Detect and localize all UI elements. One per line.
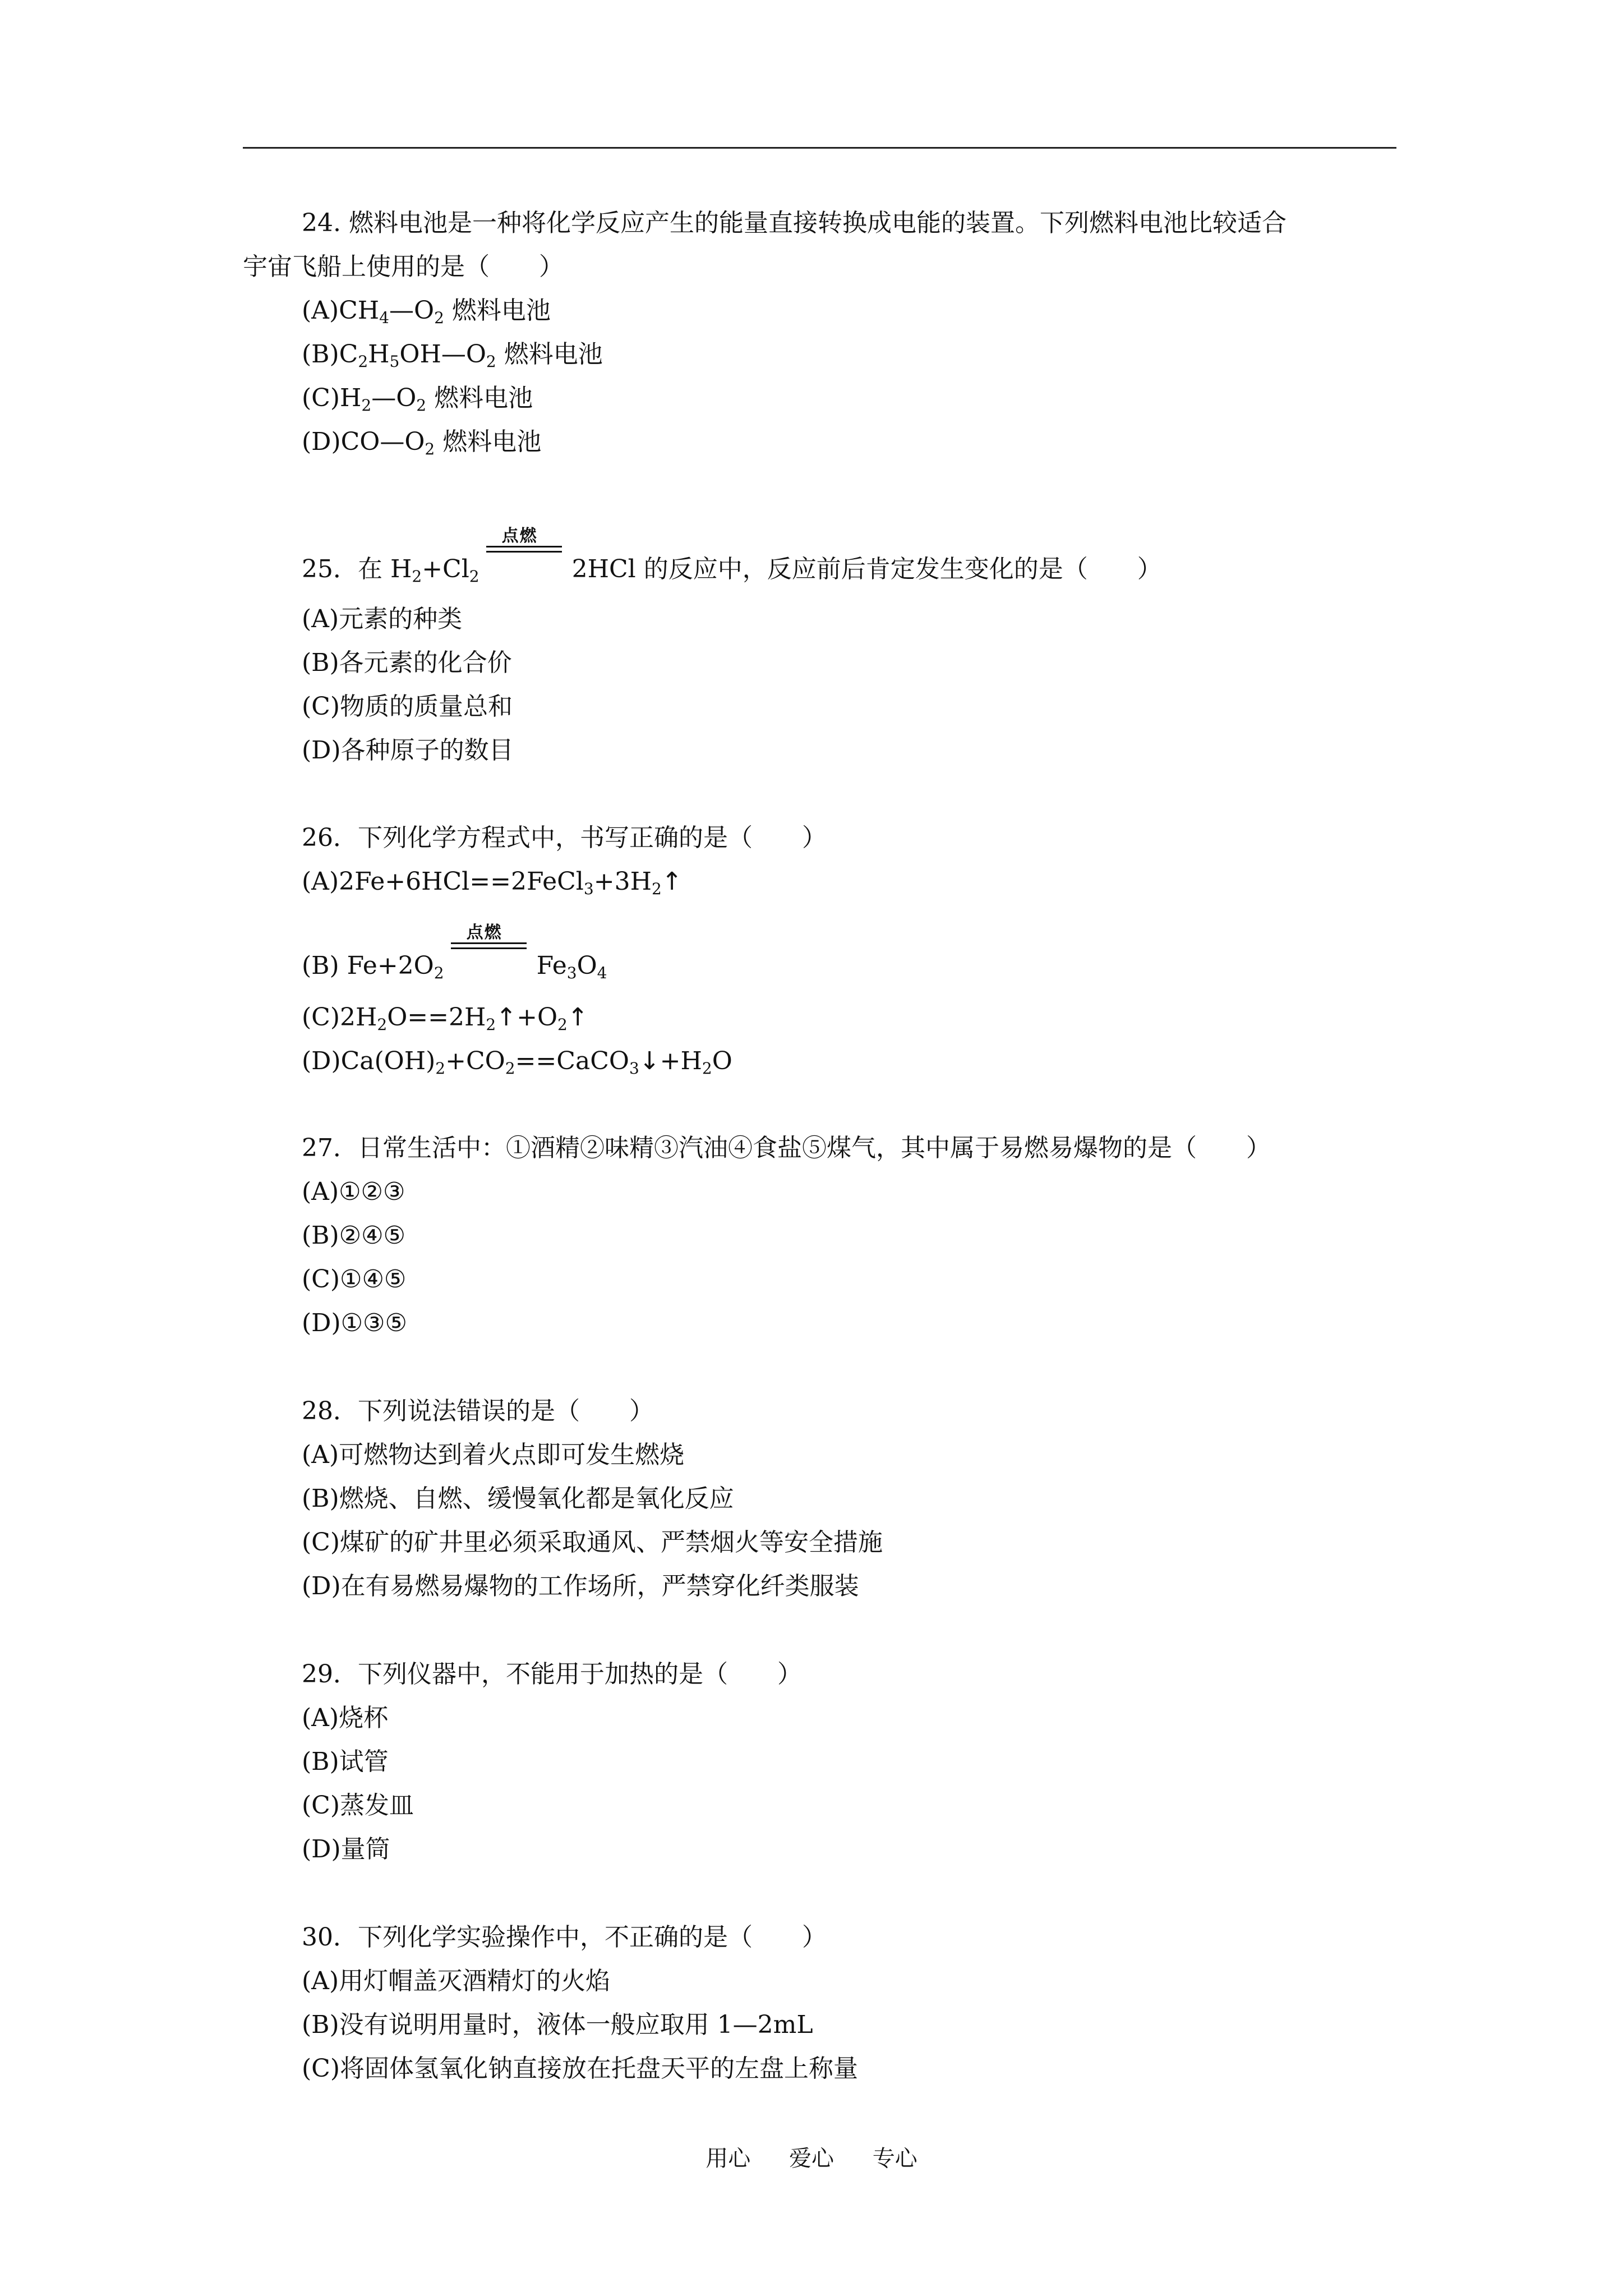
q24-option-b: $(B)C_2H_5OH—O_2$ 燃料电池 xyxy=(302,340,603,371)
reaction-condition-label: 点燃 xyxy=(501,526,538,546)
q24-option-d: $(D)CO—O_2$ 燃料电池 xyxy=(302,427,542,458)
q27-option-b: (B)②④⑤ xyxy=(302,1221,406,1250)
footer-text-2: 爱心 xyxy=(789,2146,834,2171)
q29-stem: 29．下列仪器中，不能用于加热的是（ ） xyxy=(302,1660,802,1688)
q26-option-d: $(D)Ca(OH)_2+CO_2==CaCO_3↓+H_2O$ xyxy=(302,1047,732,1078)
q28-option-c: (C)煤矿的矿井里必须采取通风、严禁烟火等安全措施 xyxy=(302,1528,883,1557)
q27-option-c: (C)①④⑤ xyxy=(302,1265,407,1294)
q30-option-c: (C)将固体氢氧化钠直接放在托盘天平的左盘上称量 xyxy=(302,2054,858,2083)
footer-text-3: 专心 xyxy=(872,2146,917,2171)
q24-option-c: $(C)H_2—O_2$ 燃料电池 xyxy=(302,384,533,415)
reaction-condition-sign xyxy=(451,923,527,983)
reaction-condition-sign xyxy=(486,526,562,586)
q27-stem: 27．日常生活中：①酒精②味精③汽油④食盐⑤煤气，其中属于易燃易爆物的是（ ） xyxy=(302,1134,1271,1162)
q29-option-a: (A)烧杯 xyxy=(302,1704,389,1732)
q24-stem-line1: 24. 燃料电池是一种将化学反应产生的能量直接转换成电能的装置。下列燃料电池比较适合 xyxy=(302,209,1287,237)
footer-text-1: 用心 xyxy=(706,2146,751,2171)
q30-option-a: (A)用灯帽盖灭酒精灯的火焰 xyxy=(302,1967,611,1995)
q24-option-a: $(A)CH_4—O_2$ 燃料电池 xyxy=(302,296,551,327)
q26-option-b: (B) $Fe+2O_2$ 点燃 $Fe_3O_4$ xyxy=(302,923,607,982)
q25-option-c: (C)物质的质量总和 xyxy=(302,692,513,721)
q25-stem: 25．在 $H_2+Cl_2$ 点燃 2HCl 的反应中，反应前后肯定发生变化的是（ ） xyxy=(302,526,1162,586)
header-rule xyxy=(243,147,1396,149)
q28-option-a: (A)可燃物达到着火点即可发生燃烧 xyxy=(302,1441,685,1469)
q25-option-a: (A)元素的种类 xyxy=(302,605,463,633)
page-footer xyxy=(0,2143,1623,2174)
q28-stem: 28．下列说法错误的是（ ） xyxy=(302,1397,654,1425)
q27-option-d: (D)①③⑤ xyxy=(302,1309,407,1337)
q28-option-b: (B)燃烧、自燃、缓慢氧化都是氧化反应 xyxy=(302,1484,734,1513)
q26-option-c: $(C)2H_2O==2H_2↑+O_2↑$ xyxy=(302,1003,588,1034)
q29-option-b: (B)试管 xyxy=(302,1747,389,1776)
q24-stem-line2: 宇宙飞船上使用的是（ ） xyxy=(243,252,564,281)
q27-option-a: (A)①②③ xyxy=(302,1177,405,1206)
q28-option-d: (D)在有易燃易爆物的工作场所，严禁穿化纤类服装 xyxy=(302,1572,859,1600)
q29-option-d: (D)量筒 xyxy=(302,1835,390,1864)
q26-option-a: $(A)2Fe+6HCl==2FeCl_3+3H_2↑$ xyxy=(302,867,683,898)
q30-stem: 30．下列化学实验操作中，不正确的是（ ） xyxy=(302,1923,827,1952)
q29-option-c: (C)蒸发皿 xyxy=(302,1791,414,1820)
q25-option-b: (B)各元素的化合价 xyxy=(302,648,512,677)
q25-option-d: (D)各种原子的数目 xyxy=(302,736,514,765)
q30-option-b: (B)没有说明用量时，液体一般应取用 1—2mL xyxy=(302,2010,813,2039)
reaction-condition-label: 点燃 xyxy=(466,923,502,942)
q26-stem: 26．下列化学方程式中，书写正确的是（ ） xyxy=(302,823,827,852)
